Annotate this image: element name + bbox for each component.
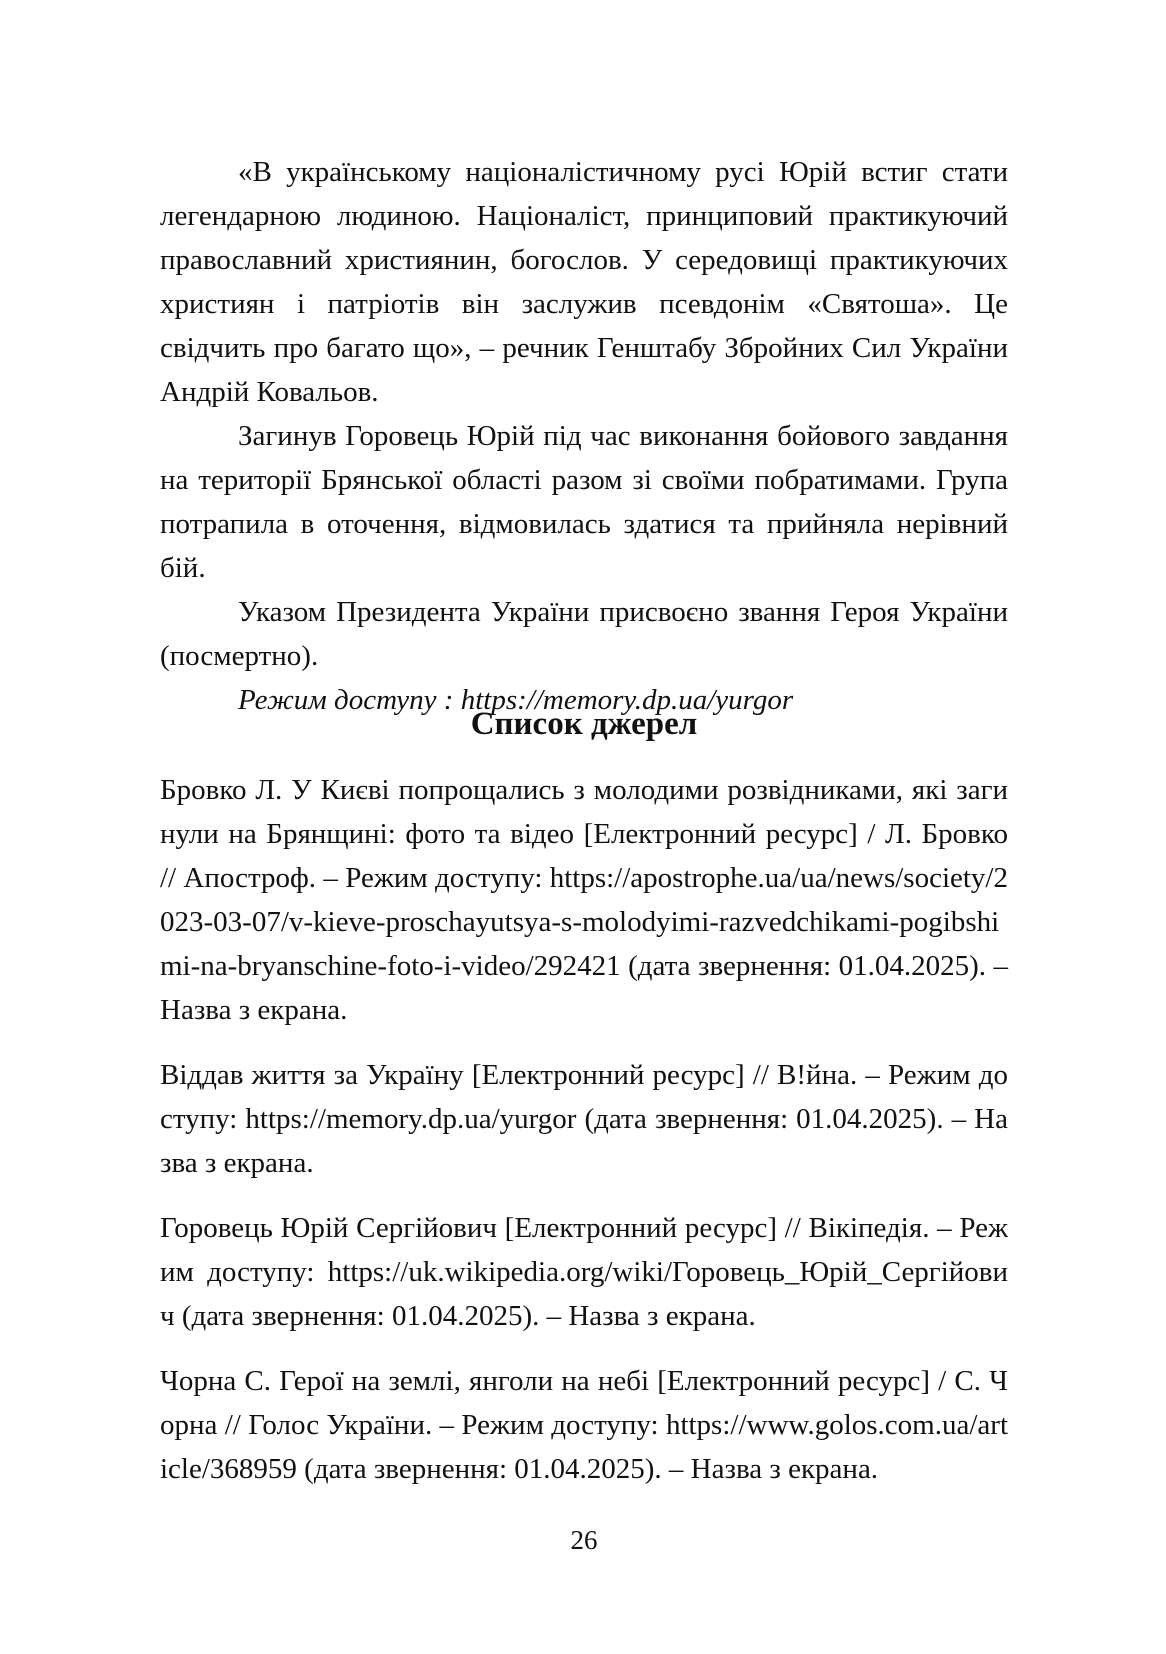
body-text [160, 150, 1008, 722]
page-number: 26 [570, 1525, 598, 1555]
document-page [160, 0, 1008, 1654]
death-paragraph: Загинув Горовець Юрій під час виконання бойового завдання на території Брянської області разом зі своїми побратимами. Група потрапила в оточення, відмовилась здатися та прийняла нерівний бій. [160, 420, 1008, 584]
sources-list [160, 768, 1008, 1512]
source-item: Бровко Л. У Києві попрощались з молодими розвідниками, які загинули на Брянщині: фото та відео [Електронний ресурс] / Л. Бровко // Апостроф. – Режим доступу: https://apostrophe.ua/ua/news/society/2023-03-07/v-kieve-proschayutsya-s-molodyimi-razvedchikami-pogibshimi-na-bryanschine-foto-i-video/292421 (дата звернення: 01.04.2025). – Назва з екрана. [160, 774, 1008, 1026]
source-item: Чорна С. Герої на землі, янголи на небі [Електронний ресурс] / С. Чорна // Голос України. – Режим доступу: https://www.golos.com.ua/article/368959 (дата звернення: 01.04.2025). – Назва з екрана. [160, 1365, 1008, 1485]
access-note: Режим доступу : https://memory.dp.ua/yurgor [238, 684, 794, 716]
sources-heading: Список джерел [470, 706, 698, 742]
source-item: Віддав життя за Україну [Електронний ресурс] // В!йна. – Режим доступу: https://memory.dp.ua/yurgor (дата звернення: 01.04.2025). – Назва з екрана. [160, 1059, 1008, 1179]
award-paragraph: Указом Президента України присвоєно звання Героя України (посмертно). [160, 596, 1008, 672]
source-item: Горовець Юрій Сергійович [Електронний ресурс] // Вікіпедія. – Режим доступу: https://uk.wikipedia.org/wiki/Горовець_Юрій_Сергійович (дата звернення: 01.04.2025). – Назва з екрана. [160, 1212, 1008, 1332]
quote-paragraph: «В українському націоналістичному русі Юрій встиг стати легендарною людиною. Націоналіст, принциповий практикуючий православний християнин, богослов. У середовищі практикуючих християн і патріотів він заслужив псевдонім «Святоша». Це свідчить про багато що», – речник Генштабу Збройних Сил України Андрій Ковальов. [160, 156, 1008, 408]
